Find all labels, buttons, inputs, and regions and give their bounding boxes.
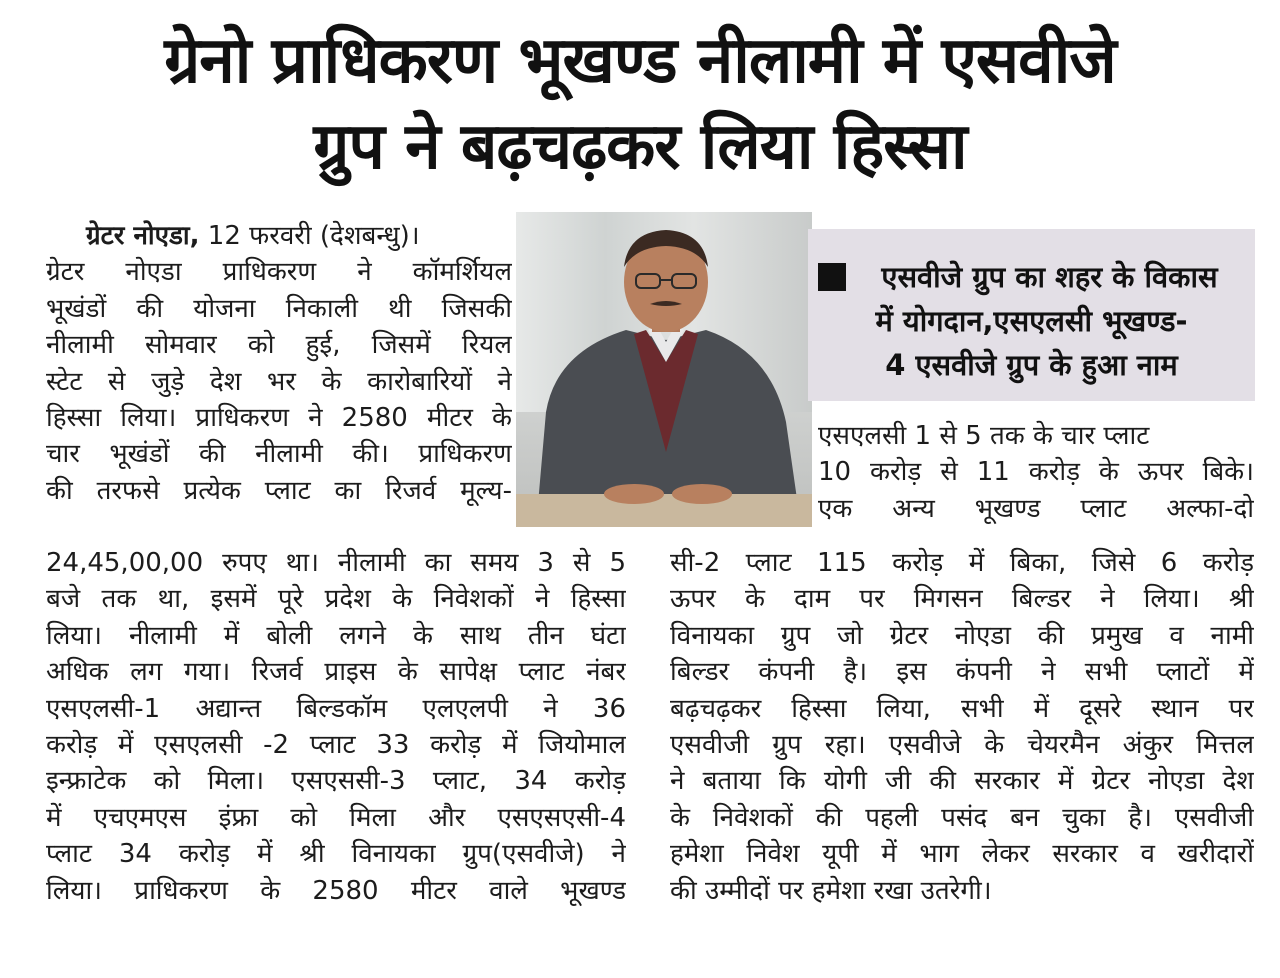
article-line: एसवीजी ग्रुप रहा। एसवीजे के चेयरमैन अंकुर मित्तल bbox=[670, 729, 1254, 760]
callout-line-3: 4 एसवीजे ग्रुप के हुआ नाम bbox=[885, 348, 1178, 382]
article-line: 10 करोड़ से 11 करोड़ के ऊपर बिके। bbox=[818, 457, 1254, 488]
article-line: हमेशा निवेश यूपी में भाग लेकर सरकार व खरीदारों bbox=[670, 839, 1254, 870]
article-line: नीलामी सोमवार को हुई, जिसमें रियल bbox=[46, 330, 512, 361]
right-column-narrow bbox=[818, 418, 1254, 527]
article-line: में एचएमएस इंफ्रा को मिला और एसएसएसी-4 bbox=[46, 802, 626, 833]
article-line: बढ़चढ़कर हिस्सा लिया, सभी में दूसरे स्थान पर bbox=[670, 693, 1254, 724]
article-line: प्लाट 34 करोड़ में श्री विनायका ग्रुप(एसवीजे) ने bbox=[46, 839, 626, 870]
article-line: ऊपर के दाम पर मिगसन बिल्डर ने लिया। श्री bbox=[670, 584, 1254, 615]
callout-line-1: एसवीजे ग्रुप का शहर के विकास bbox=[881, 260, 1218, 294]
article-line: सी-2 प्लाट 115 करोड़ में बिका, जिसे 6 करोड़ bbox=[670, 548, 1254, 578]
article-line: के निवेशकों की पहली पसंद बन चुका है। एसवीजी bbox=[670, 802, 1254, 833]
headline-line-1: ग्रेनो प्राधिकरण भूखण्ड नीलामी में एसवीजे bbox=[164, 24, 1116, 98]
article-line: इन्फ्राटेक को मिला। एसएससी-3 प्लाट, 34 करोड़ bbox=[46, 766, 626, 797]
person-figure bbox=[516, 212, 812, 527]
article-line: अधिक लग गया। रिजर्व प्राइस के सापेक्ष प्लाट नंबर bbox=[46, 657, 626, 688]
article-line: एसएलसी-1 अद्यान्त बिल्डकॉम एलएलपी ने 36 bbox=[46, 693, 626, 724]
article-line: भूखंडों की योजना निकाली थी जिसकी bbox=[46, 293, 512, 324]
callout-text bbox=[808, 255, 1255, 387]
article-line: एक अन्य भूखण्ड प्लाट अल्फा-दो bbox=[818, 493, 1254, 524]
article-line: एसएलसी 1 से 5 तक के चार प्लाट bbox=[818, 421, 1150, 451]
article-line: की उम्मीदों पर हमेशा रखा उतरेगी। bbox=[670, 875, 992, 906]
left-column-narrow bbox=[46, 218, 512, 509]
headline-line-2: ग्रुप ने बढ़चढ़कर लिया हिस्सा bbox=[313, 110, 967, 184]
article-line: लिया। प्राधिकरण के 2580 मीटर वाले भूखण्ड bbox=[46, 875, 626, 906]
article-line: की तरफसे प्रत्येक प्लाट का रिजर्व मूल्य- bbox=[46, 475, 512, 506]
person-photo bbox=[516, 212, 812, 527]
article-line: लिया। नीलामी में बोली लगने के साथ तीन घंटा bbox=[46, 620, 626, 651]
dateline-place: ग्रेटर नोएडा, bbox=[86, 221, 200, 251]
article-line: चार भूखंडों की नीलामी की। प्राधिकरण bbox=[46, 439, 512, 470]
dateline-rest: 12 फरवरी (देशबन्धु)। bbox=[199, 221, 420, 251]
callout-box bbox=[808, 229, 1255, 401]
headline bbox=[20, 18, 1260, 190]
article-line: बिल्डर कंपनी है। इस कंपनी ने सभी प्लाटों में bbox=[670, 657, 1254, 688]
dateline bbox=[46, 218, 512, 254]
article-line: 24,45,00,00 रुपए था। नीलामी का समय 3 से 5 bbox=[46, 548, 626, 578]
article-line: विनायका ग्रुप जो ग्रेटर नोएडा की प्रमुख व नामी bbox=[670, 620, 1254, 651]
article-line: करोड़ में एसएलसी -2 प्लाट 33 करोड़ में जियोमाल bbox=[46, 729, 626, 760]
callout-line-2: में योगदान,एसएलसी भूखण्ड- bbox=[875, 304, 1188, 338]
article-line: ग्रेटर नोएडा प्राधिकरण ने कॉमर्शियल bbox=[46, 257, 512, 288]
article-line: बजे तक था, इसमें पूरे प्रदेश के निवेशकों ने हिस्सा bbox=[46, 584, 626, 615]
right-column-wide bbox=[670, 545, 1254, 909]
article-line: ने बताया कि योगी जी की सरकार में ग्रेटर नोएडा देश bbox=[670, 766, 1254, 797]
article-line: हिस्सा लिया। प्राधिकरण ने 2580 मीटर के bbox=[46, 402, 512, 433]
article-line: स्टेट से जुड़े देश भर के कारोबारियों ने bbox=[46, 366, 512, 397]
left-column-wide bbox=[46, 545, 626, 909]
